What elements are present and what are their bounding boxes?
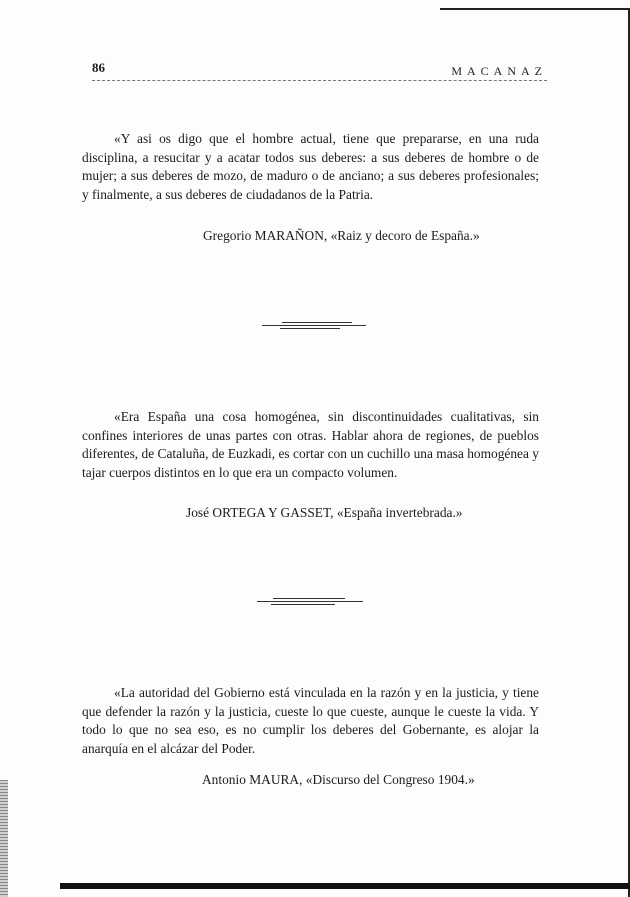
attribution-maura: Antonio MAURA, «Discurso del Congreso 1904.» <box>202 772 475 787</box>
quote-ortega <box>82 408 539 482</box>
quote-text: «Y asi os digo que el hombre actual, tiene que prepararse, en una ruda disciplina, a resucitar y a acatar todos sus deberes: a sus deberes de hombre o de mujer; a sus deberes de mozo, de maduro o de anciano; a sus deberes profesionales; y finalmente, a sus deberes de ciudadanos de la Patria. <box>82 131 539 202</box>
quote-maura <box>82 684 539 758</box>
quote-text: «La autoridad del Gobierno está vinculada en la razón y en la justicia, y tiene que defender la razón y la justicia, cueste lo que cueste, aunque le cueste la vida. Y todo lo que no sea eso, es no cumplir los deberes del Gobernante, es alojar la anarquía en el alcázar del Poder. <box>82 685 539 756</box>
quote-text: «Era España una cosa homogénea, sin discontinuidades cualitativas, sin confines interiores de unas partes con otras. Hablar ahora de regiones, de pueblos diferentes, de Cataluña, de Euzkadi, es cortar con un cuchillo una masa homogénea y tajar cuerpos distintos en lo que era un compacto volumen. <box>82 409 539 480</box>
scan-bottom-border <box>60 883 630 889</box>
scan-left-edge <box>0 780 8 897</box>
ornamental-divider <box>262 322 366 328</box>
scan-top-border <box>440 8 630 10</box>
attribution-maranon: Gregorio MARAÑON, «Raiz y decoro de España.» <box>203 228 480 243</box>
attribution-ortega: José ORTEGA Y GASSET, «España invertebrada.» <box>186 505 463 520</box>
quote-maranon <box>82 130 539 204</box>
page-header <box>92 60 547 86</box>
page-number: 86 <box>92 60 105 75</box>
running-title: MACANAZ <box>451 64 547 78</box>
header-rule <box>92 80 547 81</box>
ornamental-divider <box>257 598 363 604</box>
